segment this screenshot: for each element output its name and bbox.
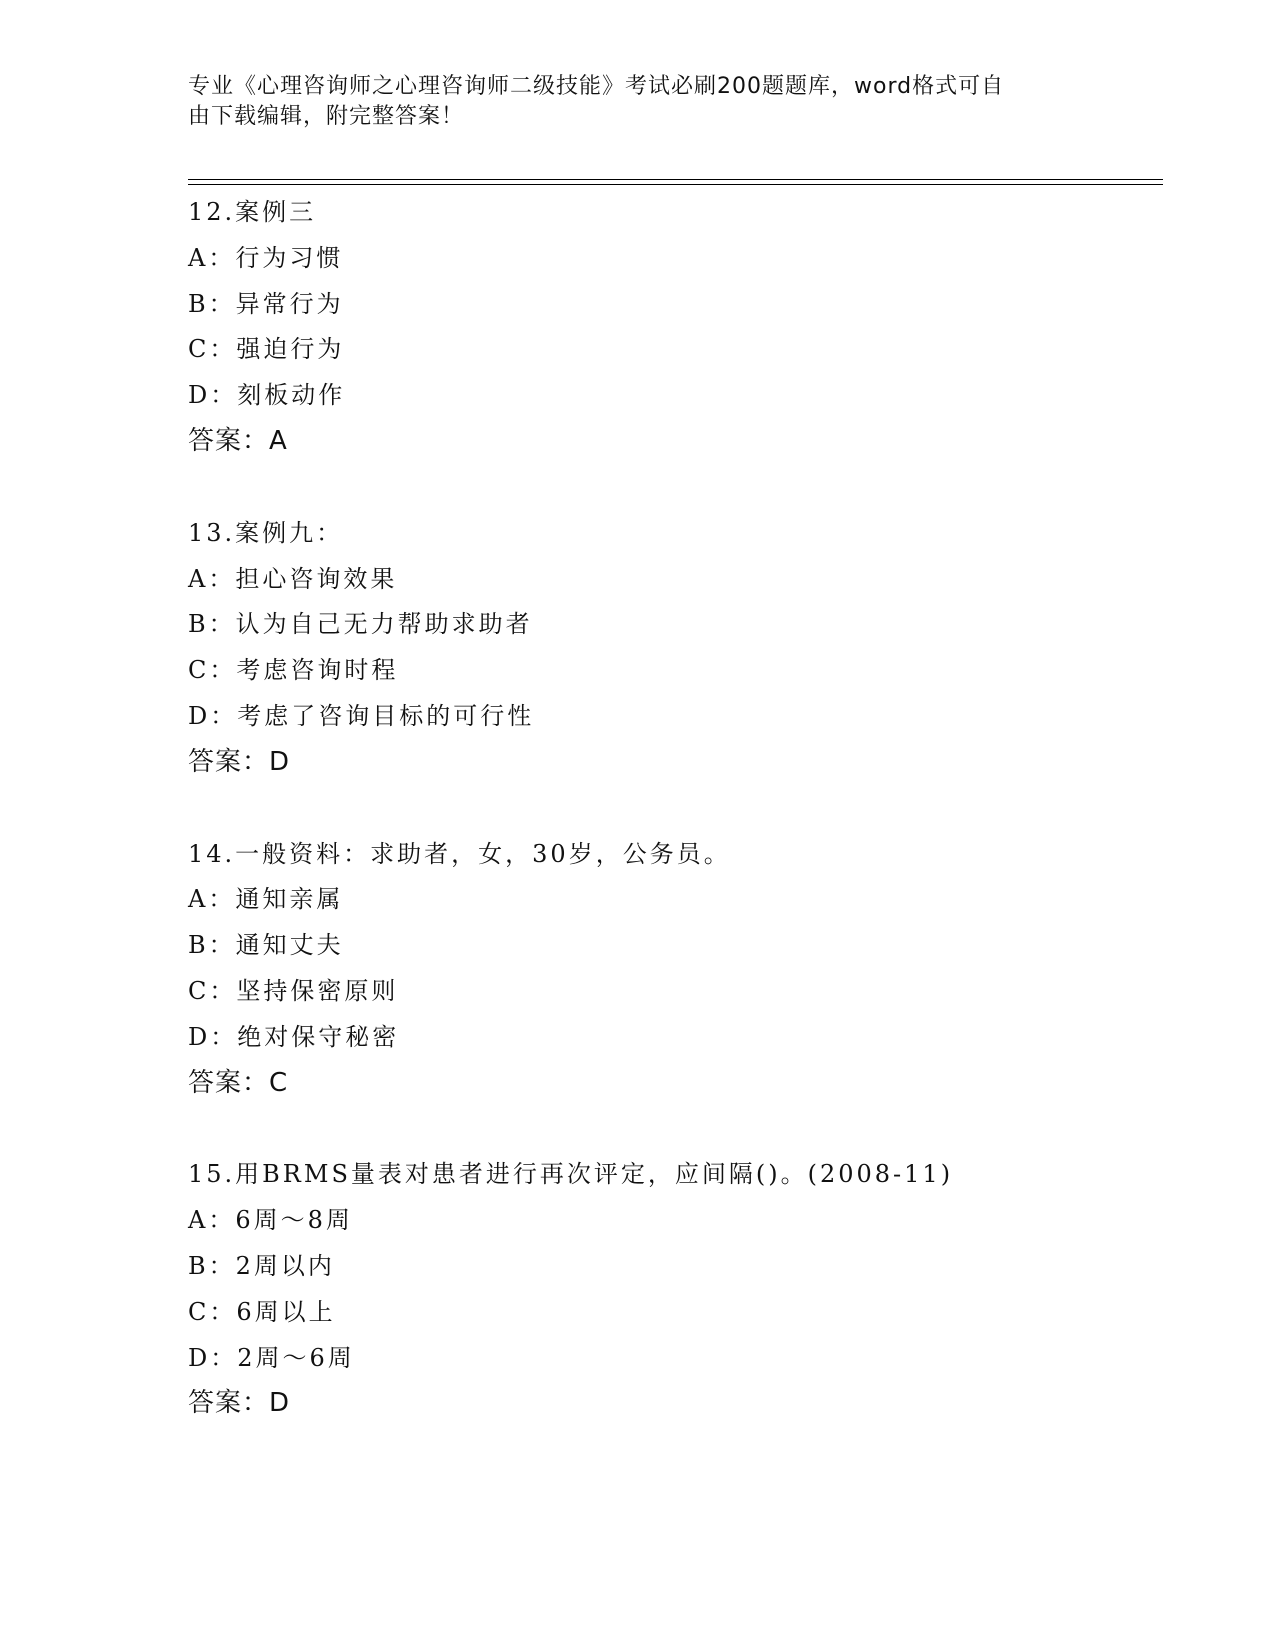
question-item (188, 832, 1168, 1107)
header-line-1: 专业《心理咨询师之心理咨询师二级技能》考试必刷200题题库，word格式可自 (188, 74, 1005, 99)
document-header (188, 72, 1068, 132)
option-c: C：强迫行为 (188, 335, 345, 364)
question-stem: 13.案例九： (188, 518, 344, 547)
answer-line: 答案：A (188, 425, 288, 456)
answer-line: 答案：C (188, 1067, 289, 1098)
option-a: A：行为习惯 (188, 243, 344, 272)
question-stem: 14.一般资料：求助者，女，30岁，公务员。 (188, 839, 731, 868)
answer-line: 答案：D (188, 746, 291, 777)
question-stem: 12.案例三 (188, 198, 317, 226)
answer-line: 答案：D (188, 1388, 291, 1419)
question-list (188, 190, 1168, 1473)
option-c: C：6周以上 (188, 1297, 336, 1326)
question-item (188, 1152, 1168, 1427)
option-a: A：担心咨询效果 (188, 564, 398, 593)
option-a: A：通知亲属 (188, 885, 344, 914)
header-divider-bottom (188, 184, 1163, 185)
question-item (188, 511, 1168, 786)
option-b: B：认为自己无力帮助求助者 (188, 610, 533, 639)
option-c: C：考虑咨询时程 (188, 656, 399, 685)
question-item (188, 190, 1168, 465)
option-d: D：考虑了咨询目标的可行性 (188, 701, 535, 730)
option-d: D：刻板动作 (188, 381, 346, 410)
option-b: B：异常行为 (188, 289, 344, 318)
option-d: D：2周～6周 (188, 1343, 355, 1372)
header-divider-top (188, 179, 1163, 180)
option-c: C：坚持保密原则 (188, 976, 399, 1005)
option-d: D：绝对保守秘密 (188, 1022, 400, 1051)
header-line-2: 由下载编辑，附完整答案！ (188, 104, 465, 129)
question-stem: 15.用BRMS量表对患者进行再次评定，应间隔()。(2008-11) (188, 1160, 954, 1189)
option-b: B：通知丈夫 (188, 931, 344, 960)
option-a: A：6周～8周 (188, 1206, 353, 1235)
option-b: B：2周以内 (188, 1251, 335, 1280)
